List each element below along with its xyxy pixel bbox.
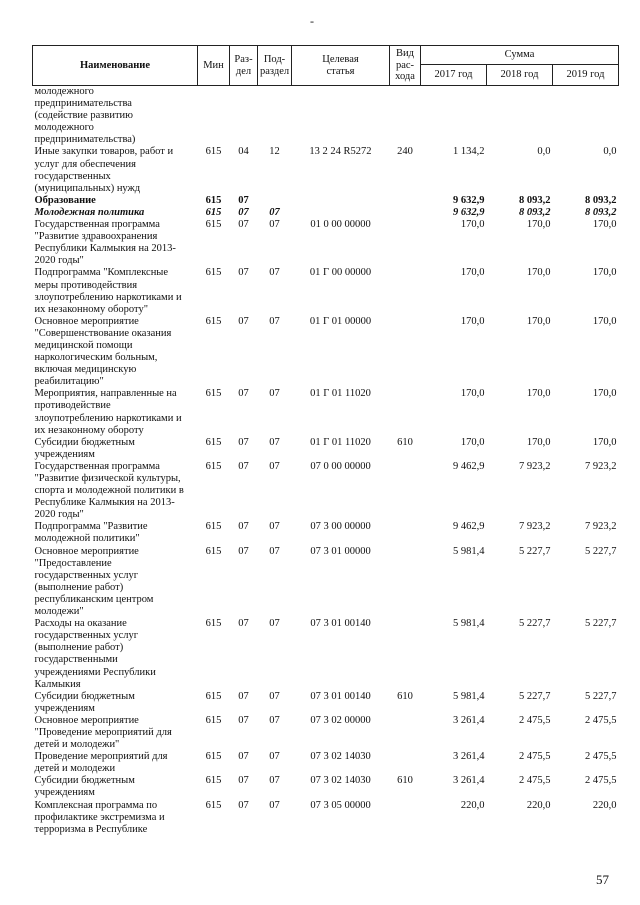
row-name: Государственная программа "Развитие здравоохранения Республики Калмыкия на 2013- 2020 годы" (34, 219, 176, 267)
row-min: 615 (205, 267, 222, 279)
row-target: 01 Г 01 11020 (310, 436, 371, 448)
row-vid (390, 195, 421, 207)
row-podrazdel: 07 (269, 267, 280, 279)
row-sum-2018: 5 227,7 (519, 545, 551, 557)
page-number: 57 (596, 872, 609, 887)
row-vid (390, 461, 421, 521)
header-vid: Вид рас- хода (390, 46, 421, 86)
row-sum-2017: 220,0 (460, 799, 485, 811)
row-podrazdel: 07 (269, 751, 280, 763)
row-vid: 240 (397, 146, 413, 158)
row-sum-2019: 170,0 (592, 267, 617, 279)
top-mark: - (310, 14, 314, 28)
row-target: 01 Г 01 00000 (309, 315, 372, 327)
row-sum-2019: 170,0 (592, 219, 617, 231)
row-name: Расходы на оказание государственных услуг (выполнение работ) государственными учреждениями Республики Калмыкия (34, 618, 156, 690)
row-sum-2019: 0,0 (603, 146, 617, 158)
row-vid (390, 207, 421, 219)
row-podrazdel: 07 (269, 315, 280, 327)
row-name: Субсидии бюджетным учреждениям (34, 690, 135, 714)
row-podrazdel: 07 (269, 690, 280, 702)
row-podrazdel: 07 (269, 388, 280, 400)
row-razdel: 07 (238, 388, 249, 400)
row-sum-2019 (553, 86, 619, 147)
row-sum-2017: 9 632,9 (453, 206, 485, 218)
row-sum-2019: 7 923,2 (585, 460, 617, 472)
row-name: Проведение мероприятий для детей и молодежи (34, 751, 168, 775)
row-sum-2017: 3 261,4 (453, 714, 485, 726)
row-sum-2018: 2 475,5 (519, 751, 551, 763)
row-razdel: 07 (238, 799, 249, 811)
row-min: 615 (205, 436, 222, 448)
row-sum-2018: 170,0 (526, 436, 551, 448)
row-target: 07 3 02 14030 (310, 775, 371, 787)
row-sum-2018: 7 923,2 (519, 460, 551, 472)
row-vid (390, 546, 421, 619)
row-target: 07 3 02 00000 (310, 714, 371, 726)
row-target: 07 3 02 14030 (310, 751, 371, 763)
row-sum-2019: 170,0 (592, 388, 617, 400)
row-razdel: 07 (238, 618, 249, 630)
row-target: 07 3 01 00140 (310, 690, 371, 702)
row-sum-2017: 170,0 (460, 219, 485, 231)
row-min: 615 (205, 545, 222, 557)
table-row (33, 546, 619, 619)
row-sum-2017: 170,0 (460, 315, 485, 327)
row-sum-2018: 5 227,7 (519, 618, 551, 630)
row-sum-2019: 2 475,5 (585, 714, 617, 726)
row-razdel: 07 (238, 206, 249, 218)
row-sum-2017: 170,0 (460, 267, 485, 279)
row-podrazdel: 07 (269, 799, 280, 811)
row-razdel: 07 (238, 219, 249, 231)
row-sum-2019: 5 227,7 (585, 690, 617, 702)
row-min: 615 (205, 799, 222, 811)
header-2019: 2019 год (553, 65, 619, 86)
row-podrazdel: 07 (269, 206, 280, 218)
row-podrazdel: 12 (269, 146, 280, 158)
row-min: 615 (205, 618, 222, 630)
row-sum-2019: 170,0 (592, 436, 617, 448)
row-min: 615 (205, 690, 222, 702)
row-min: 615 (205, 714, 222, 726)
row-target (292, 86, 390, 147)
table-row (33, 715, 619, 751)
row-vid (390, 267, 421, 315)
row-name: Подпрограмма "Развитие молодежной политики" (34, 521, 148, 545)
row-name: Субсидии бюджетным учреждениям (34, 775, 135, 799)
row-name: Образование (34, 194, 96, 206)
row-name: Государственная программа "Развитие физической культуры, спорта и молодежной политики в Республике Калмыкия на 2013- 2020 годы" (34, 460, 184, 521)
table-row (33, 207, 619, 219)
row-min: 615 (205, 388, 222, 400)
header-target: Целевая статья (292, 46, 390, 86)
row-min: 615 (205, 751, 222, 763)
row-sum-2018: 170,0 (526, 388, 551, 400)
row-target: 07 3 01 00140 (310, 618, 371, 630)
row-min: 615 (205, 206, 222, 218)
header-summa: Сумма (421, 46, 619, 65)
row-target: 13 2 24 R5272 (309, 146, 372, 158)
row-podrazdel: 07 (269, 775, 280, 787)
row-name: Основное мероприятие "Предоставление государственных услуг (выполнение работ) республиканским центром молодежи" (34, 545, 154, 618)
row-podrazdel (258, 195, 292, 207)
row-name: Основное мероприятие "Проведение мероприятий для детей и молодежи" (34, 714, 172, 751)
row-razdel: 07 (238, 775, 249, 787)
table-row (33, 618, 619, 691)
row-vid: 610 (397, 690, 413, 702)
row-sum-2019: 5 227,7 (585, 545, 617, 557)
budget-table (32, 45, 619, 836)
row-sum-2017: 5 981,4 (453, 618, 485, 630)
row-sum-2018: 220,0 (526, 799, 551, 811)
header-podrazdel: Под- раздел (258, 46, 292, 86)
row-razdel: 07 (238, 545, 249, 557)
row-target: 07 0 00 00000 (310, 460, 371, 472)
row-vid (390, 316, 421, 389)
table-row (33, 316, 619, 389)
row-razdel: 07 (238, 690, 249, 702)
row-sum-2018: 8 093,2 (519, 194, 551, 206)
row-target (292, 207, 390, 219)
row-podrazdel: 07 (269, 219, 280, 231)
row-target: 01 Г 01 11020 (310, 388, 371, 400)
row-razdel: 07 (238, 714, 249, 726)
table-row (33, 461, 619, 521)
row-razdel: 07 (238, 267, 249, 279)
row-vid (390, 219, 421, 267)
row-podrazdel: 07 (269, 714, 280, 726)
table-row (33, 800, 619, 836)
row-sum-2019: 2 475,5 (585, 751, 617, 763)
table-row (33, 267, 619, 315)
row-razdel: 07 (238, 460, 249, 472)
row-sum-2019: 8 093,2 (585, 206, 617, 218)
table-row (33, 388, 619, 436)
row-min: 615 (205, 775, 222, 787)
row-sum-2018: 2 475,5 (519, 775, 551, 787)
row-min: 615 (205, 219, 222, 231)
row-razdel: 07 (238, 194, 249, 206)
row-sum-2017: 9 632,9 (453, 194, 485, 206)
row-sum-2017: 5 981,4 (453, 690, 485, 702)
row-podrazdel: 07 (269, 521, 280, 533)
table-row (33, 751, 619, 775)
row-name: Комплексная программа по профилактике экстремизма и терроризма в Республике (34, 799, 165, 835)
row-target: 01 Г 00 00000 (309, 267, 372, 279)
row-podrazdel: 07 (269, 460, 280, 472)
row-razdel (230, 86, 258, 147)
table-row (33, 146, 619, 194)
row-min: 615 (205, 521, 222, 533)
row-podrazdel (258, 86, 292, 147)
row-vid: 610 (397, 436, 413, 448)
row-sum-2019: 8 093,2 (585, 194, 617, 206)
row-razdel: 04 (238, 146, 249, 158)
row-sum-2018: 170,0 (526, 315, 551, 327)
row-sum-2018: 2 475,5 (519, 714, 551, 726)
row-sum-2019: 5 227,7 (585, 618, 617, 630)
row-sum-2017: 5 981,4 (453, 545, 485, 557)
row-min: 615 (205, 194, 222, 206)
row-sum-2017: 9 462,9 (453, 521, 485, 533)
row-name: Субсидии бюджетным учреждениям (34, 436, 135, 460)
row-vid (390, 800, 421, 836)
table-row (33, 219, 619, 267)
row-vid (390, 751, 421, 775)
row-vid (390, 715, 421, 751)
row-sum-2017: 3 261,4 (453, 751, 485, 763)
row-name: Основное мероприятие "Совершенствование оказания медицинской помощи наркологическим больным, включая медицинскую реабилитацию" (34, 315, 172, 388)
row-name: Подпрограмма "Комплексные меры противодействия злоупотреблению наркотиками и их незаконному обороту" (34, 267, 182, 315)
row-target: 07 3 01 00000 (310, 545, 371, 557)
header-2017: 2017 год (421, 65, 487, 86)
row-razdel: 07 (238, 436, 249, 448)
row-razdel: 07 (238, 315, 249, 327)
table-row (33, 691, 619, 715)
row-sum-2019: 170,0 (592, 315, 617, 327)
table-row (33, 521, 619, 545)
row-vid: 610 (397, 775, 413, 787)
row-razdel: 07 (238, 751, 249, 763)
row-target: 07 3 00 00000 (310, 521, 371, 533)
row-podrazdel: 07 (269, 545, 280, 557)
row-target: 01 0 00 00000 (310, 219, 371, 231)
row-sum-2019: 2 475,5 (585, 775, 617, 787)
row-vid (390, 86, 421, 147)
row-min (198, 86, 230, 147)
table-header (33, 46, 619, 86)
table-row (33, 86, 619, 147)
row-vid (390, 388, 421, 436)
row-sum-2017: 1 134,2 (453, 146, 485, 158)
header-2018: 2018 год (487, 65, 553, 86)
table-body (33, 86, 619, 836)
row-sum-2018: 7 923,2 (519, 521, 551, 533)
row-sum-2018: 170,0 (526, 267, 551, 279)
header-min: Мин (198, 46, 230, 86)
table-row (33, 437, 619, 461)
row-sum-2017: 3 261,4 (453, 775, 485, 787)
header-name: Наименование (33, 46, 198, 86)
row-target: 07 3 05 00000 (310, 799, 371, 811)
row-sum-2018: 0,0 (537, 146, 551, 158)
row-podrazdel: 07 (269, 618, 280, 630)
header-razdel: Раз- дел (230, 46, 258, 86)
row-min: 615 (205, 315, 222, 327)
row-sum-2017: 9 462,9 (453, 460, 485, 472)
row-sum-2017 (421, 86, 487, 147)
row-sum-2019: 220,0 (592, 799, 617, 811)
row-sum-2017: 170,0 (460, 436, 485, 448)
row-min: 615 (205, 460, 222, 472)
row-name: Молодежная политика (34, 206, 145, 218)
row-sum-2018 (487, 86, 553, 147)
row-sum-2018: 8 093,2 (519, 206, 551, 218)
row-vid (390, 521, 421, 545)
table-row (33, 195, 619, 207)
row-min: 615 (205, 146, 222, 158)
row-sum-2018: 170,0 (526, 219, 551, 231)
row-sum-2018: 5 227,7 (519, 690, 551, 702)
row-name: Иные закупки товаров, работ и услуг для обеспечения государственных (муниципальных) нужд (34, 146, 174, 194)
row-sum-2019: 7 923,2 (585, 521, 617, 533)
row-target (292, 195, 390, 207)
row-razdel: 07 (238, 521, 249, 533)
table-row (33, 775, 619, 799)
row-sum-2017: 170,0 (460, 388, 485, 400)
row-vid (390, 618, 421, 691)
row-podrazdel: 07 (269, 436, 280, 448)
row-name: Мероприятия, направленные на противодействие злоупотреблению наркотиками и их незаконному обороту (34, 388, 182, 436)
row-name: молодежного предпринимательства (содействие развитию молодежного предпринимательства) (34, 86, 136, 146)
